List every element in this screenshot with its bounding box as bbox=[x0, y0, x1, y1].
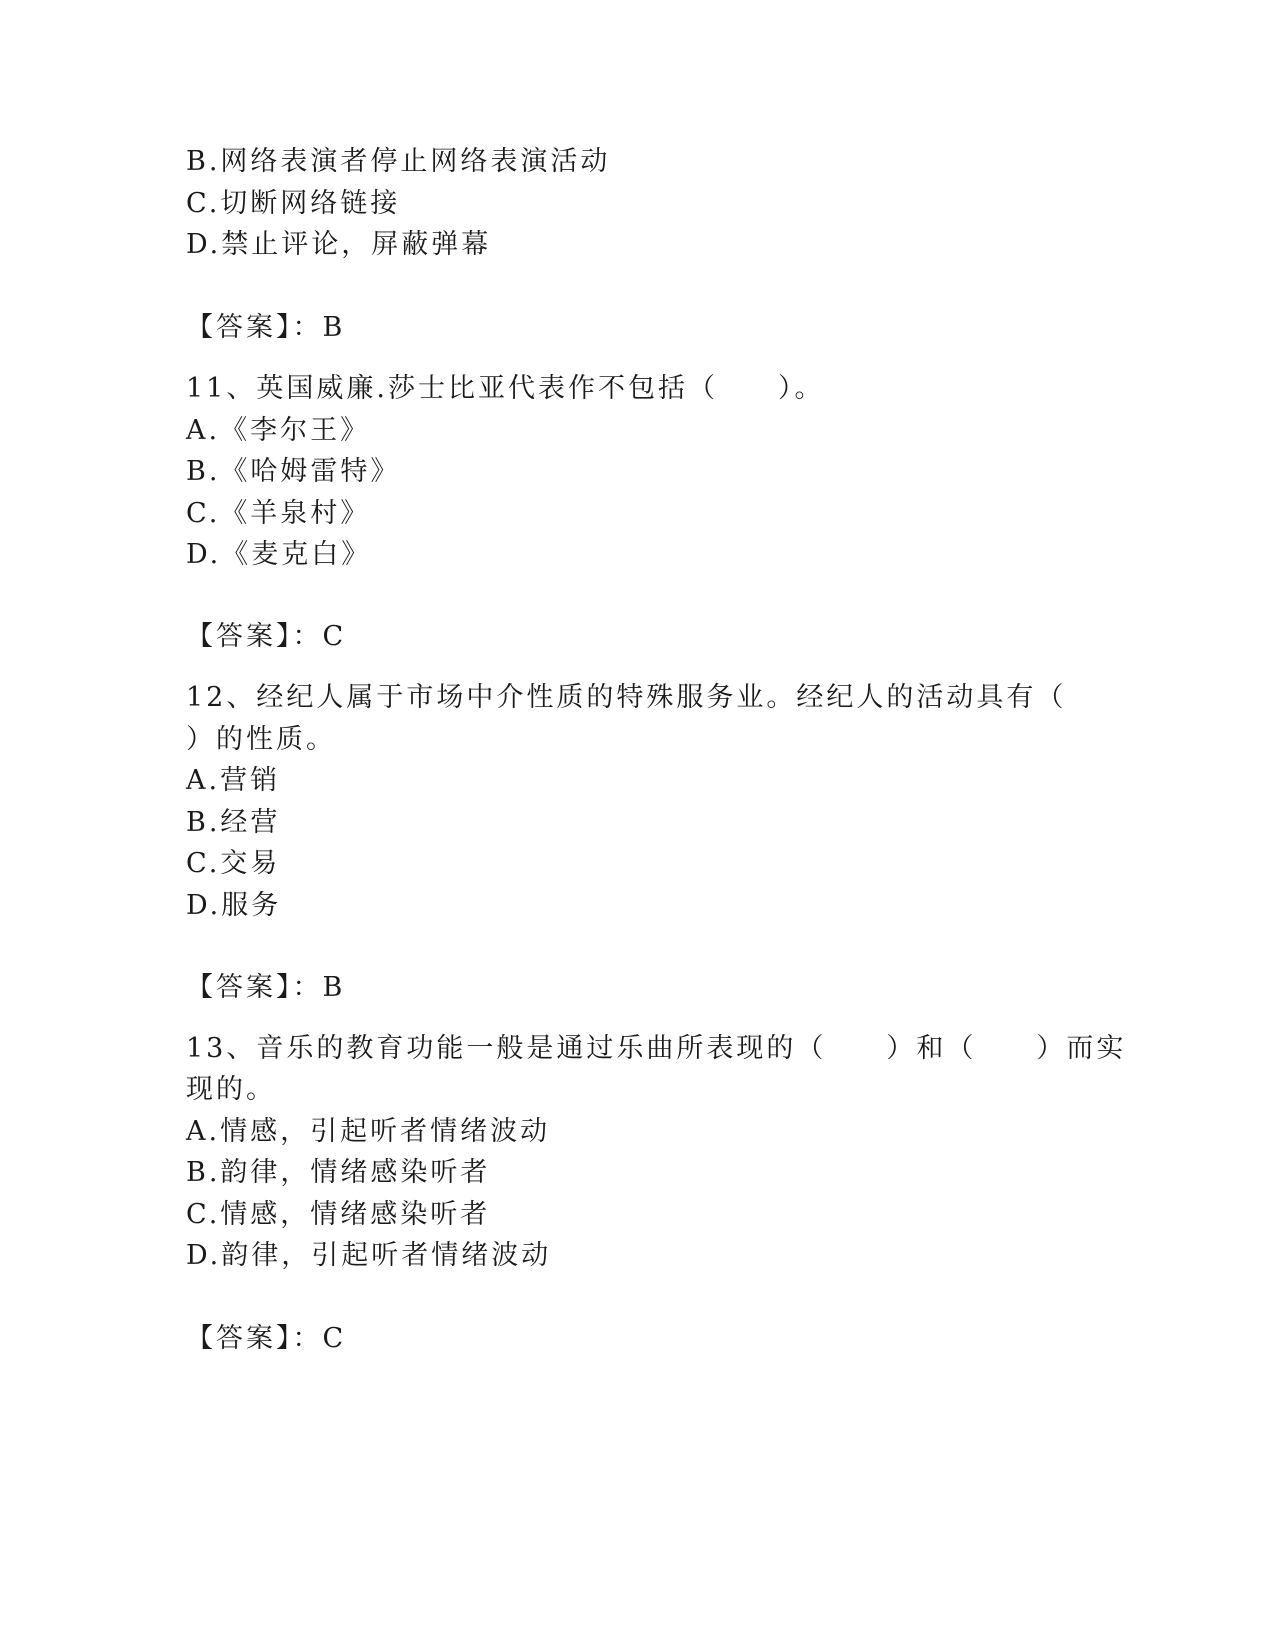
question-stem-line1: 13、音乐的教育功能一般是通过乐曲所表现的（ ）和（ ）而实 bbox=[186, 1033, 1127, 1064]
question-stem-line1: 12、经纪人属于市场中介性质的特殊服务业。经纪人的活动具有（ bbox=[186, 682, 1067, 713]
option-d: D.服务 bbox=[186, 890, 282, 921]
answer-line: 【答案】：B bbox=[186, 972, 346, 1003]
option-a: A.营销 bbox=[186, 765, 281, 796]
option-a: A.情感，引起听者情绪波动 bbox=[186, 1116, 551, 1147]
option-c: C.交易 bbox=[186, 848, 281, 879]
answer-line: 【答案】：C bbox=[186, 621, 347, 652]
option-a: A.《李尔王》 bbox=[186, 415, 371, 446]
option-c: C.《羊泉村》 bbox=[186, 498, 371, 529]
option-b: B.《哈姆雷特》 bbox=[186, 456, 401, 487]
question-stem-line2: 现的。 bbox=[186, 1074, 276, 1105]
option-c: C.情感，情绪感染听者 bbox=[186, 1199, 491, 1230]
answer-line: 【答案】：C bbox=[186, 1323, 347, 1354]
option-c: C.切断网络链接 bbox=[186, 188, 401, 219]
option-d: D.禁止评论，屏蔽弹幕 bbox=[186, 229, 492, 260]
question-stem-line2: ）的性质。 bbox=[186, 724, 336, 755]
question-stem: 11、英国威廉.莎士比亚代表作不包括（ ）。 bbox=[186, 373, 825, 404]
option-d: D.《麦克白》 bbox=[186, 539, 372, 570]
option-b: B.韵律，情绪感染听者 bbox=[186, 1157, 491, 1188]
answer-line: 【答案】：B bbox=[186, 312, 346, 343]
option-d: D.韵律，引起听者情绪波动 bbox=[186, 1240, 552, 1271]
option-b: B.网络表演者停止网络表演活动 bbox=[186, 146, 611, 177]
option-b: B.经营 bbox=[186, 807, 281, 838]
